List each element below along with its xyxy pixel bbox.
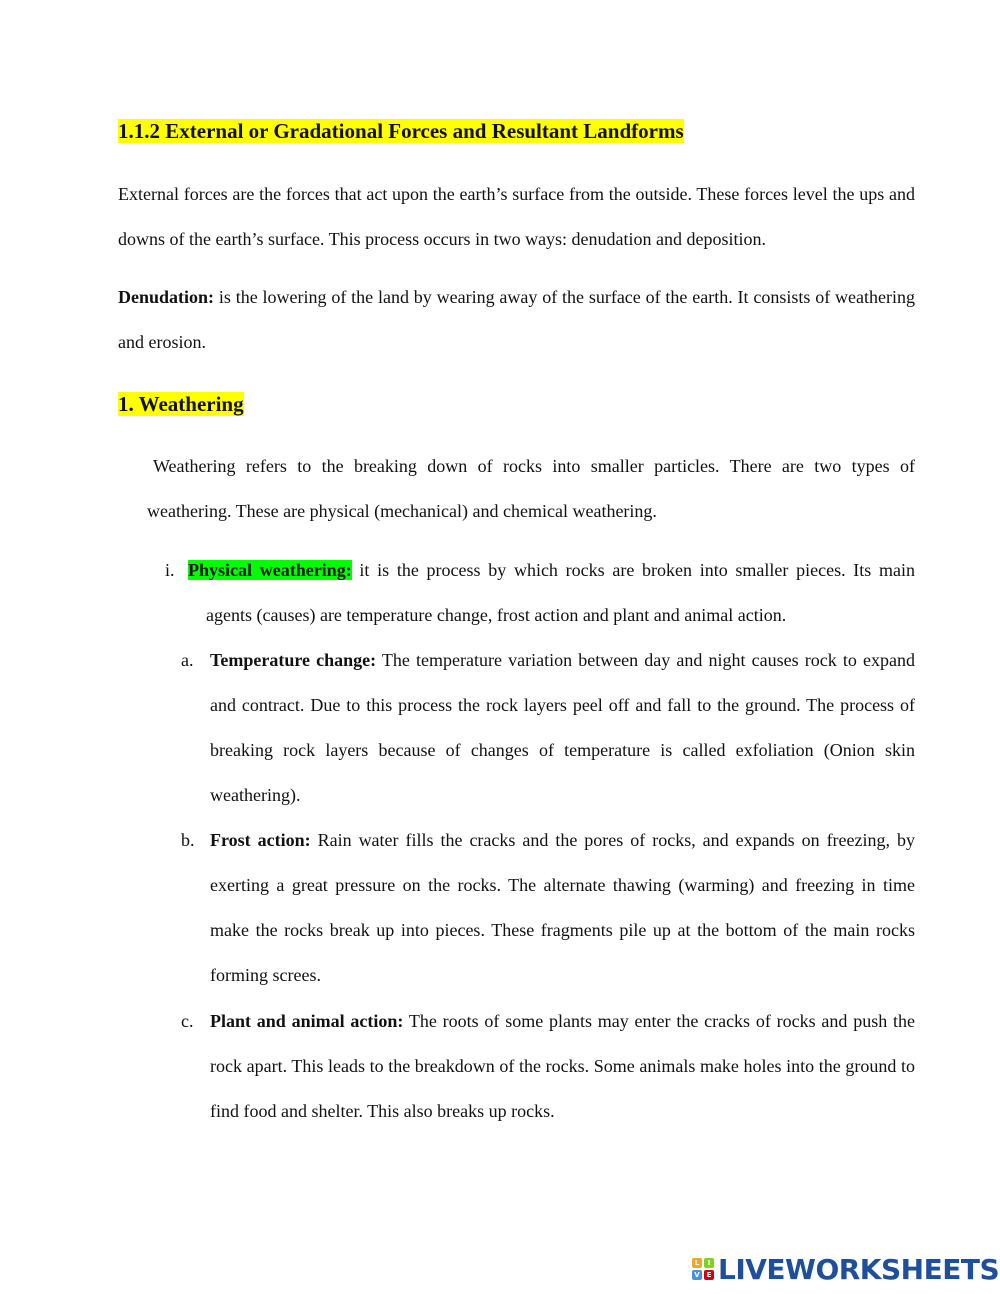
list-marker-i: i. <box>165 560 175 580</box>
list-marker-b: b. <box>181 830 195 850</box>
intro-paragraph: External forces are the forces that act upon the earth’s surface from the outside. These forces level the ups and downs of the earth’s surface. This process occurs in two ways: denudation and deposition. <box>118 184 915 249</box>
list-item <box>210 999 915 1134</box>
item-term: Temperature change: <box>210 650 377 670</box>
logo-tile: I <box>704 1258 714 1268</box>
item-text: Rain water fills the cracks and the pores of rocks, and expands on freezing, by exerting a great pressure on the rocks. The alternate thawing (warming) and freezing in time make the rocks break up into pieces. These fragments pile up at the bottom of the main rocks forming screes. <box>210 830 915 985</box>
list-marker-a: a. <box>181 650 194 670</box>
physical-weathering-item <box>188 548 915 638</box>
logo-tile: E <box>704 1270 714 1280</box>
physical-weathering-text: it is the process by which rocks are broken into smaller pieces. Its main agents (causes) are temperature change, frost action and plant and animal action. <box>206 560 915 625</box>
list-item <box>210 638 915 818</box>
section-heading <box>118 113 684 149</box>
item-text: The roots of some plants may enter the cracks of rocks and push the rock apart. This leads to the breakdown of the rocks. Some animals make holes into the ground to find food and shelter. This also breaks up rocks. <box>210 1011 915 1121</box>
weathering-intro: Weathering refers to the breaking down of rocks into smaller particles. There are two types of weathering. These are physical (mechanical) and chemical weathering. <box>147 456 915 521</box>
logo-text: LIVEWORKSHEETS <box>718 1252 1000 1286</box>
list-item <box>210 818 915 998</box>
item-text: The temperature variation between day and night causes rock to expand and contract. Due to this process the rock layers peel off and fall to the ground. The process of breaking rock layers because of changes of temperature is called exfoliation (Onion skin weathering). <box>210 650 915 805</box>
denudation-text: is the lowering of the land by wearing away of the surface of the earth. It consists of weathering and erosion. <box>118 287 915 352</box>
physical-weathering-term: Physical weathering: <box>188 560 352 580</box>
item-term: Plant and animal action: <box>210 1011 404 1031</box>
liveworksheets-logo <box>692 1252 999 1286</box>
logo-tile: V <box>692 1270 702 1280</box>
section-heading-text: 1.1.2 External or Gradational Forces and Resultant Landforms <box>118 119 684 143</box>
weathering-heading <box>118 386 244 422</box>
weathering-heading-text: 1. Weathering <box>118 392 244 416</box>
list-marker-c: c. <box>181 1011 194 1031</box>
logo-tile: L <box>692 1258 702 1268</box>
logo-grid-icon <box>692 1258 714 1280</box>
denudation-term: Denudation: <box>118 287 215 307</box>
denudation-paragraph <box>118 275 915 365</box>
item-term: Frost action: <box>210 830 311 850</box>
